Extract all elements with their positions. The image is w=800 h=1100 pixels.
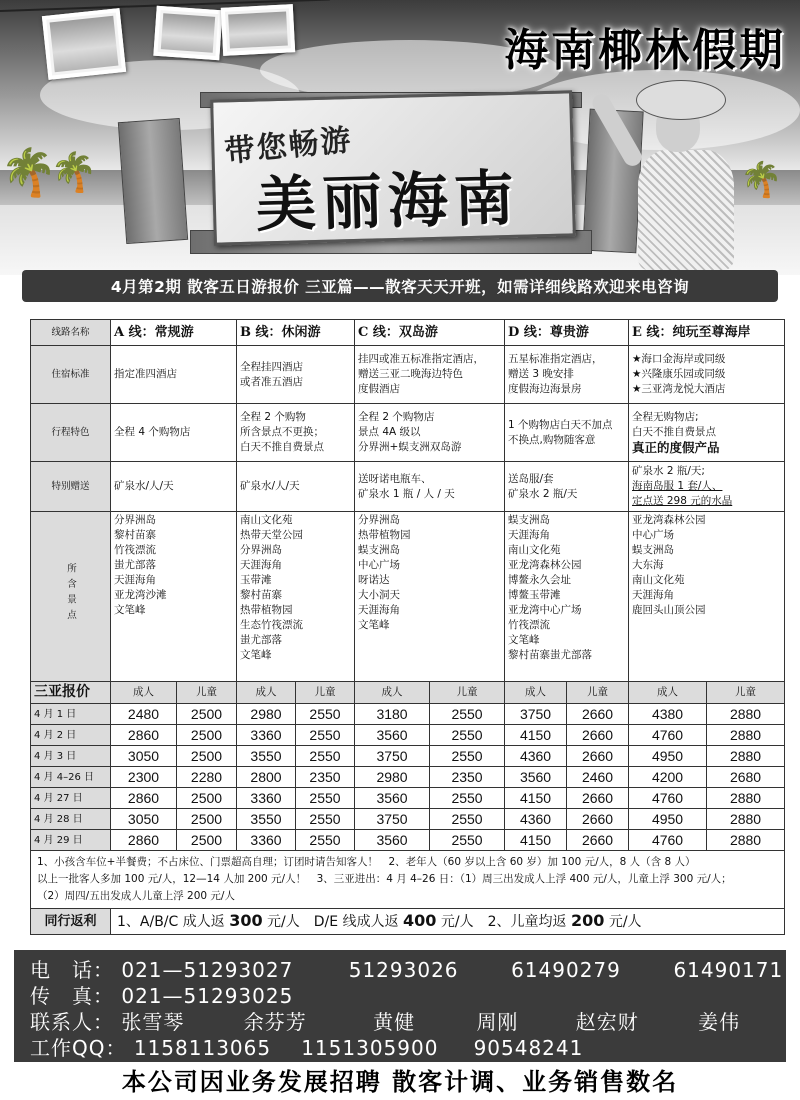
adult-price: 3750: [355, 809, 430, 830]
price-row: [31, 809, 785, 830]
adult-price: 3550: [237, 809, 296, 830]
price-row: [31, 767, 785, 788]
hanging-photo: [221, 4, 295, 56]
departure-date: 4 月 1 日: [31, 704, 111, 725]
phone-number[interactable]: 021—51293027: [121, 958, 294, 982]
child-price: 2500: [177, 830, 237, 851]
adult-price: 4200: [629, 767, 707, 788]
contact-person-line: [30, 1006, 740, 1035]
phone-number[interactable]: 51293026: [348, 958, 459, 982]
rebate-amount: 200: [570, 911, 605, 930]
site-title: 海南椰林假期: [504, 25, 786, 76]
qq-label: 工作QQ：: [30, 1036, 127, 1060]
adult-price: 3560: [355, 725, 430, 746]
gift-label: 特别赠送: [31, 462, 111, 512]
child-price: 2500: [177, 746, 237, 767]
gift-b: 矿泉水/人/天: [237, 462, 355, 512]
departure-date: 4 月 27 日: [31, 788, 111, 809]
child-price: 2500: [177, 809, 237, 830]
departure-date: 4 月 2 日: [31, 725, 111, 746]
child-price: 2660: [567, 725, 629, 746]
adult-price: 3560: [355, 830, 430, 851]
adult-header: 成人: [237, 682, 296, 704]
child-price: 2880: [707, 704, 785, 725]
route-e-name: E 线：纯玩至尊海岸: [629, 320, 785, 346]
child-price: 2550: [296, 704, 355, 725]
feature-row: [31, 404, 785, 462]
child-price: 2500: [177, 788, 237, 809]
adult-price: 4380: [629, 704, 707, 725]
child-price: 2550: [296, 725, 355, 746]
child-price: 2280: [177, 767, 237, 788]
hotel-e: ★海口金海岸或同级 ★兴隆康乐园或同级 ★三亚湾龙悦大酒店: [629, 346, 785, 404]
child-header: 儿童: [430, 682, 505, 704]
price-table: [30, 319, 785, 935]
child-price: 2500: [177, 725, 237, 746]
phone-line: [30, 954, 783, 983]
child-price: 2550: [296, 809, 355, 830]
departure-date: 4 月 28 日: [31, 809, 111, 830]
gift-e: [629, 462, 785, 512]
qq-number[interactable]: 1158113065: [133, 1036, 272, 1060]
wooden-sign: [210, 90, 576, 245]
adult-price: 2980: [355, 767, 430, 788]
phone-number[interactable]: 61490279: [511, 958, 621, 982]
feature-label: 行程特色: [31, 404, 111, 462]
phone-number[interactable]: 61490171: [673, 958, 784, 982]
wooden-plank: [118, 118, 188, 244]
price-row: [31, 788, 785, 809]
child-price: 2660: [567, 788, 629, 809]
adult-header: 成人: [111, 682, 177, 704]
route-b-name: B 线：休闲游: [237, 320, 355, 346]
issue-subtitle: 4月第2期 散客五日游报价 三亚篇——散客天天开班，如需详细线路欢迎来电咨询: [22, 270, 778, 302]
adult-price: 4150: [505, 830, 567, 851]
child-price: 2550: [296, 788, 355, 809]
child-price: 2880: [707, 809, 785, 830]
scenic-row: [31, 512, 785, 682]
adult-price: 3750: [355, 746, 430, 767]
scenic-e: 亚龙湾森林公园 中心广场 蜈支洲岛 大东海 南山文化苑 天涯海角 鹿回头山顶公园: [629, 512, 785, 682]
price-row: [31, 725, 785, 746]
fax-number: 021—51293025: [121, 984, 294, 1008]
adult-price: 3050: [111, 746, 177, 767]
child-price: 2460: [567, 767, 629, 788]
hotel-a: 指定准四酒店: [111, 346, 237, 404]
contact-person: 余芬芳: [243, 1010, 307, 1034]
child-price: 2500: [177, 704, 237, 725]
child-price: 2550: [430, 788, 505, 809]
adult-price: 4150: [505, 788, 567, 809]
child-price: 2550: [430, 725, 505, 746]
adult-header: 成人: [629, 682, 707, 704]
price-rows: [31, 704, 785, 851]
adult-header: 成人: [355, 682, 430, 704]
child-price: 2880: [707, 830, 785, 851]
feature-e-emphasis: 真正的度假产品: [632, 440, 720, 455]
child-price: 2550: [430, 830, 505, 851]
feature-c: 全程 2 个购物店 景点 4A 级以 分界洲+蜈支洲双岛游: [355, 404, 505, 462]
gift-a: 矿泉水/人/天: [111, 462, 237, 512]
price-row: [31, 704, 785, 725]
adult-price: 3360: [237, 788, 296, 809]
notes: [31, 851, 785, 909]
gift-e-line: 矿泉水 2 瓶/天;: [632, 465, 705, 477]
child-price: 2880: [707, 746, 785, 767]
feature-e-text: 全程无购物店; 白天不推自费景点: [632, 411, 717, 438]
child-price: 2550: [296, 746, 355, 767]
adult-price: 3360: [237, 725, 296, 746]
departure-date: 4 月 3 日: [31, 746, 111, 767]
woman-illustration: [608, 80, 768, 270]
contact-person: 黄健: [373, 1010, 416, 1034]
adult-price: 3560: [355, 788, 430, 809]
child-header: 儿童: [177, 682, 237, 704]
phone-label: 电 话：: [30, 958, 114, 982]
scenic-label: 所含景点: [65, 563, 76, 625]
child-price: 2550: [430, 809, 505, 830]
child-price: 2660: [567, 809, 629, 830]
departure-date: 4 月 4–26 日: [31, 767, 111, 788]
adult-price: 3560: [505, 767, 567, 788]
scenic-label-cell: [31, 512, 111, 682]
adult-price: 3180: [355, 704, 430, 725]
contact-person-label: 联系人：: [30, 1010, 114, 1034]
recruitment-footer: 本公司因业务发展招聘 散客计调、业务销售数名: [121, 1067, 679, 1096]
child-price: 2660: [567, 704, 629, 725]
rebate-amount: 400: [403, 911, 437, 930]
adult-price: 2860: [111, 788, 177, 809]
scenic-a: 分界洲岛 黎村苗寨 竹筏漂流 蚩尤部落 天涯海角 亚龙湾沙滩 文笔峰: [111, 512, 237, 682]
contact-person: 赵宏财: [575, 1010, 639, 1034]
adult-price: 4150: [505, 725, 567, 746]
sign-headline: 美丽海南: [255, 163, 521, 241]
note-line: （2）周四/五出发成人儿童上浮 200 元/人: [37, 890, 235, 902]
price-header-row: [31, 682, 785, 704]
feature-b: 全程 2 个购物 所含景点不更换； 白天不推自费景点: [237, 404, 355, 462]
fax-line: [30, 980, 293, 1009]
feature-d: 1 个购物店白天不加点 不换点,购物随客意: [505, 404, 629, 462]
adult-price: 3750: [505, 704, 567, 725]
price-row: [31, 746, 785, 767]
qq-line: [30, 1032, 583, 1061]
rebate-part: 元/人 2、儿童均返: [436, 914, 571, 930]
child-price: 2550: [430, 704, 505, 725]
route-a-name: A 线：常规游: [111, 320, 237, 346]
rebate-row: [31, 909, 785, 935]
child-price: 2660: [567, 830, 629, 851]
feature-e: [629, 404, 785, 462]
hotel-b: 全程挂四酒店 或者准五酒店: [237, 346, 355, 404]
palm-tree-icon: 🌴: [0, 145, 58, 199]
contact-person: 姜伟: [698, 1010, 741, 1034]
contact-panel: [14, 950, 786, 1062]
rebate-part: 元/人 D/E 线成人返: [262, 914, 404, 930]
child-header: 儿童: [707, 682, 785, 704]
hotel-d: 五星标准指定酒店， 赠送 3 晚安排 度假海边海景房: [505, 346, 629, 404]
adult-price: 2860: [111, 725, 177, 746]
child-price: 2660: [567, 746, 629, 767]
qq-number[interactable]: 90548241: [473, 1036, 584, 1060]
route-label: 线路名称: [31, 320, 111, 346]
rebate-part: 1、A/B/C 成人返: [117, 914, 230, 930]
child-price: 2880: [707, 788, 785, 809]
notes-row: [31, 851, 785, 909]
fax-label: 传 真：: [30, 984, 114, 1008]
child-price: 2880: [707, 725, 785, 746]
child-price: 2550: [430, 746, 505, 767]
adult-price: 4360: [505, 746, 567, 767]
child-header: 儿童: [296, 682, 355, 704]
banner: [0, 0, 800, 275]
qq-number[interactable]: 1151305900: [301, 1036, 439, 1060]
adult-price: 2300: [111, 767, 177, 788]
sign-slogan: 带您畅游: [223, 122, 355, 170]
gift-e-line: 定点送 298 元的水晶: [632, 495, 733, 507]
rebate-text: [111, 909, 785, 935]
child-price: 2550: [296, 830, 355, 851]
hotel-c: 挂四或准五标准指定酒店， 赠送三亚二晚海边特色 度假酒店: [355, 346, 505, 404]
hanging-photo: [153, 6, 222, 60]
feature-a: 全程 4 个购物店: [111, 404, 237, 462]
departure-date: 4 月 29 日: [31, 830, 111, 851]
adult-price: 4760: [629, 830, 707, 851]
hotel-row: [31, 346, 785, 404]
child-price: 2350: [296, 767, 355, 788]
gift-row: [31, 462, 785, 512]
adult-price: 3050: [111, 809, 177, 830]
gift-c: 送呀诺电瓶车、 矿泉水 1 瓶 / 人 / 天: [355, 462, 505, 512]
gift-d: 送岛服/套 矿泉水 2 瓶/天: [505, 462, 629, 512]
child-price: 2680: [707, 767, 785, 788]
hotel-label: 住宿标准: [31, 346, 111, 404]
rebate-part: 元/人: [604, 914, 642, 930]
route-d-name: D 线：尊贵游: [505, 320, 629, 346]
contact-person: 周刚: [476, 1010, 519, 1034]
adult-price: 4950: [629, 809, 707, 830]
note-line: 以上一批客人多加 100 元/人，12—14 人加 200 元/人！ 3、三亚进出：4 月 4–26 日：（1）周三出发成人上浮 400 元/人，儿童上浮 300 元/人；: [37, 873, 732, 885]
adult-price: 3550: [237, 746, 296, 767]
child-price: 2350: [430, 767, 505, 788]
palm-tree-icon: 🌴: [740, 160, 783, 200]
rebate-amount: 300: [229, 911, 263, 930]
gift-e-line: 海南岛服 1 套/人、: [632, 480, 723, 492]
scenic-d: 蜈支洲岛 天涯海角 南山文化苑 亚龙湾森林公园 博鳌永久会址 博鳌玉带滩 亚龙湾中心广场 竹筏漂流 文笔峰 黎村苗寨蚩尤部落: [505, 512, 629, 682]
adult-price: 3360: [237, 830, 296, 851]
adult-header: 成人: [505, 682, 567, 704]
scenic-b: 南山文化苑 热带天堂公园 分界洲岛 天涯海角 玉带滩 黎村苗寨 热带植物园 生态竹筏漂流 蚩尤部落 文笔峰: [237, 512, 355, 682]
route-c-name: C 线：双岛游: [355, 320, 505, 346]
hanging-photo: [42, 8, 126, 80]
scenic-c: 分界洲岛 热带植物园 蜈支洲岛 中心广场 呀诺达 大小洞天 天涯海角 文笔峰: [355, 512, 505, 682]
child-header: 儿童: [567, 682, 629, 704]
adult-price: 2800: [237, 767, 296, 788]
contact-person: 张雪琴: [121, 1010, 185, 1034]
adult-price: 2980: [237, 704, 296, 725]
adult-price: 4760: [629, 788, 707, 809]
palm-tree-icon: 🌴: [50, 150, 98, 194]
price-row: [31, 830, 785, 851]
rebate-label: 同行返利: [31, 909, 111, 935]
route-header-row: [31, 320, 785, 346]
note-line: 1、小孩含车位+半餐费；不占床位、门票超高自理；订团时请告知客人！ 2、老年人（60 岁以上含 60 岁）加 100 元/人，8 人（含 8 人）: [37, 856, 696, 868]
price-label: 三亚报价: [31, 682, 111, 704]
adult-price: 4760: [629, 725, 707, 746]
adult-price: 2480: [111, 704, 177, 725]
adult-price: 4360: [505, 809, 567, 830]
adult-price: 2860: [111, 830, 177, 851]
adult-price: 4950: [629, 746, 707, 767]
